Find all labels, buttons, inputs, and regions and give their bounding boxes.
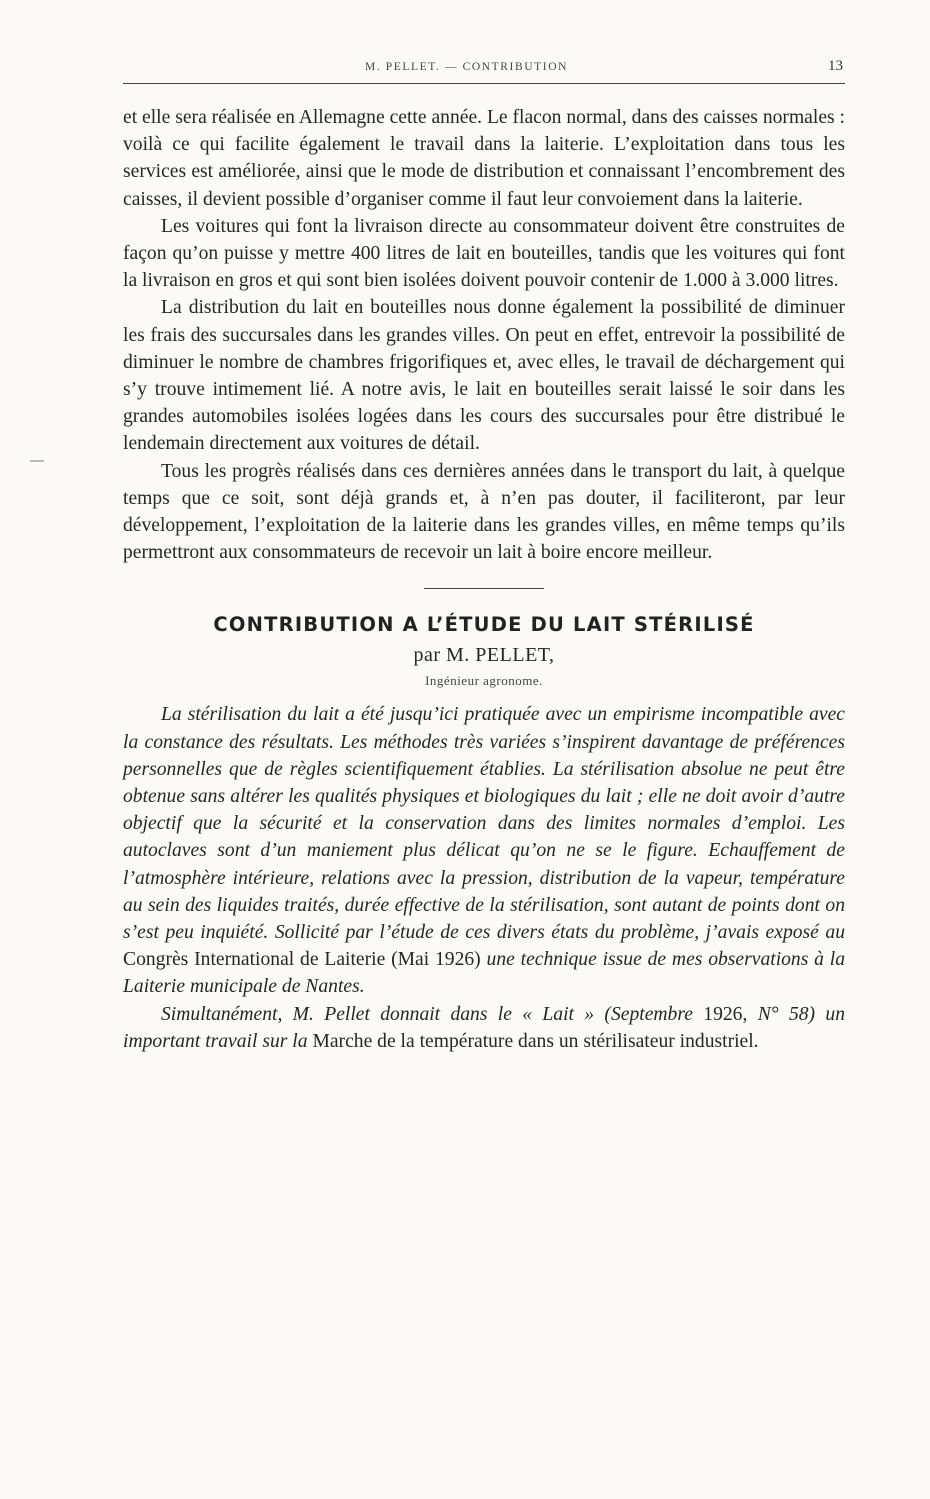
margin-smudge — [30, 460, 44, 462]
paragraph-4: Tous les progrès réalisés dans ces dernières années dans le transport du lait, à quelque temps que ce soit, sont déjà grands et, à n’en pas douter, il faciliteront, par leur développement, l’exploitation de la laiterie dans les grandes villes, en même temps qu’ils permettront aux consommateurs de recevoir un lait à boire encore meilleur. — [123, 460, 845, 564]
running-title: M. PELLET. — CONTRIBUTION — [365, 61, 569, 73]
section-separator — [424, 588, 544, 589]
header-rule — [123, 83, 845, 84]
running-head — [123, 58, 845, 75]
paragraph-1: et elle sera réalisée en Allemagne cette année. Le flacon normal, dans des caisses normales : voilà ce qui facilite également le travail dans la laiterie. L’exploitation dans tous les services est améliorée, ainsi que le mode de distribution et connaissant l’encombrement des caisses, il devient possible d’organiser comme il faut leur convoiement dans la laiterie. — [123, 107, 845, 210]
abstract-text-2: une technique issue de mes observations à la Laiterie municipale de Nantes. — [123, 949, 846, 998]
closing-text-1: Simultanément, M. Pellet donnait dans le « Lait » (Septembre — [161, 1003, 693, 1025]
abstract-congress: Congrès International de Laiterie (Mai 1926) — [123, 949, 481, 971]
closing-year: 1926, — [703, 1003, 748, 1025]
author-affiliation: Ingénieur agronome. — [425, 673, 543, 689]
closing-text-2: N° 58) un important travail sur la — [123, 1003, 845, 1052]
author-byline: par M. PELLET, — [413, 644, 555, 667]
page — [123, 58, 845, 1055]
abstract-paragraph — [123, 701, 845, 1000]
paragraph-3: La distribution du lait en bouteilles nous donne également la possibilité de diminuer les frais des succursales dans les grandes villes. On peut en effet, entrevoir la possibilité de diminuer le nombre de chambres frigorifiques et, avec elles, le travail de déchargement qui s’y trouve intimement lié. A notre avis, le lait en bouteilles serait laissé le soir dans les grandes automobiles isolées logées dans les cours des succursales pour être distribué le lendemain directement aux voitures de détail. — [123, 297, 845, 455]
closing-work-title: Marche de la température dans un stérilisateur industriel. — [312, 1030, 759, 1052]
paragraph-2: Les voitures qui font la livraison directe au consommateur doivent être construites de façon qu’on puisse y mettre 400 litres de lait en bouteilles, tandis que les voitures qui font la livraison en gros et qui sont bien isolées doivent pouvoir contenir de 1.000 à 3.000 litres. — [123, 215, 845, 292]
abstract-text-1: La stérilisation du lait a été jusqu’ici pratiquée avec un empirisme incompatible avec la constance des résultats. Les méthodes très variées s’inspirent davantage de préférences personnelles que de règles scientifiquement établies. La stérilisation absolue ne peut être obtenue sans altérer les qualités physiques et biologiques du lait ; elle ne doit avoir d’autre objectif que la sécurité et la conservation dans des limites normales d’emploi. Les autoclaves sont d’un maniement plus délicat qu’on ne se le figure. Echauffement de l’atmosphère intérieure, relations avec la pression, distribution de la vapeur, température au sein des liquides traités, durée effective de la stérilisation, sont autant de points dont on s’est peu inquiété. Sollicité par l’étude de ces divers états du problème, j’avais exposé au — [123, 704, 845, 944]
section-title: CONTRIBUTION A L’ÉTUDE DU LAIT STÉRILISÉ — [213, 613, 755, 637]
closing-paragraph — [123, 1001, 845, 1055]
page-number: 13 — [828, 58, 843, 74]
